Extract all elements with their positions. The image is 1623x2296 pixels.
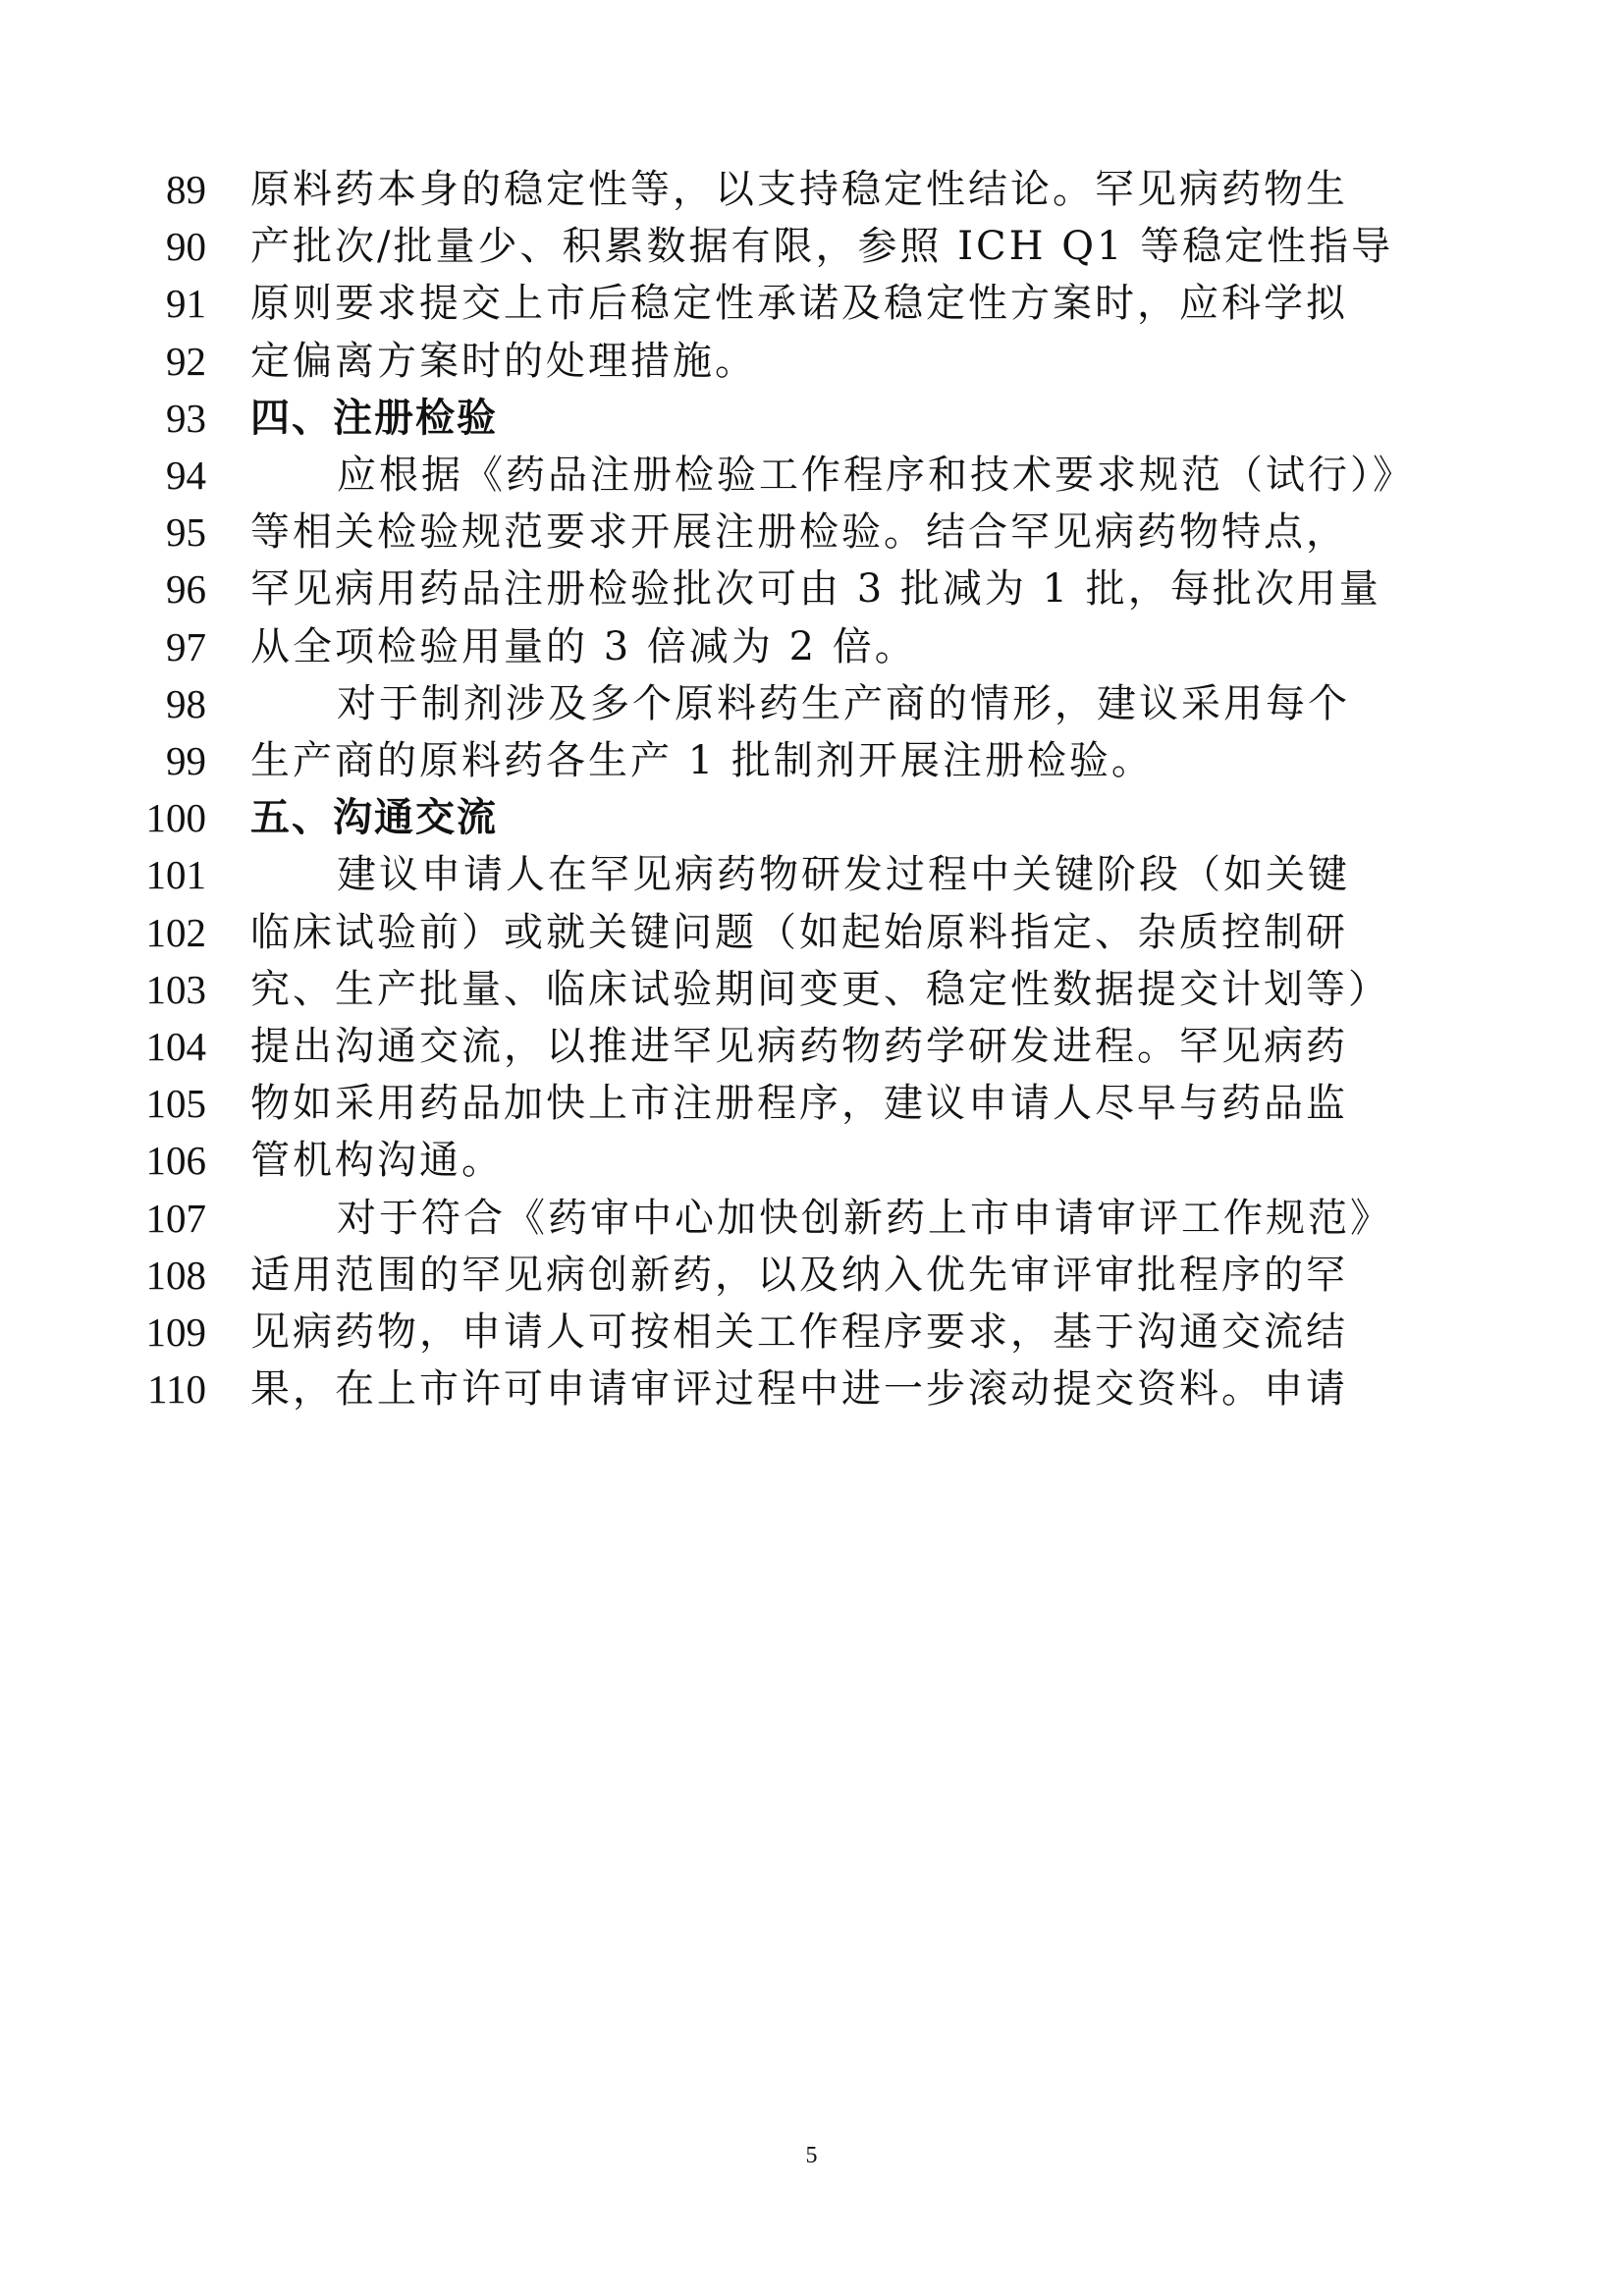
line-text: 产批次/批量少、积累数据有限，参照 ICH Q1 等稳定性指导: [250, 224, 1394, 269]
line-text: 从全项检验用量的 3 倍减为 2 倍。: [250, 624, 917, 669]
line-text: 果，在上市许可申请审评过程中进一步滚动提交资料。申请: [250, 1366, 1348, 1412]
line-text: 对于制剂涉及多个原料药生产商的情形，建议采用每个: [337, 681, 1350, 726]
line-text: 应根据《药品注册检验工作程序和技术要求规范（试行）》: [337, 453, 1415, 498]
line-number: 95: [166, 509, 206, 555]
line-number: 101: [145, 852, 206, 897]
line-text: 物如采用药品加快上市注册程序，建议申请人尽早与药品监: [250, 1081, 1348, 1126]
line-number: 104: [145, 1024, 206, 1069]
section-heading: 四、注册检验: [250, 396, 498, 441]
line-text: 管机构沟通。: [250, 1138, 504, 1183]
line-text: 提出沟通交流，以推进罕见病药物药学研发进程。罕见病药: [250, 1024, 1348, 1069]
section-heading: 五、沟通交流: [250, 795, 498, 840]
line-text: 原则要求提交上市后稳定性承诺及稳定性方案时，应科学拟: [250, 281, 1348, 326]
line-number: 97: [166, 624, 206, 669]
line-text: 原料药本身的稳定性等，以支持稳定性结论。罕见病药物生: [250, 167, 1348, 212]
line-number: 99: [166, 738, 206, 783]
line-number: 100: [145, 795, 206, 840]
line-text: 见病药物，申请人可按相关工作程序要求，基于沟通交流结: [250, 1309, 1348, 1355]
line-number: 90: [166, 224, 206, 269]
line-text: 临床试验前）或就关键问题（如起始原料指定、杂质控制研: [250, 910, 1348, 955]
line-number: 109: [145, 1309, 206, 1355]
line-number: 94: [166, 453, 206, 498]
line-number: 91: [166, 281, 206, 326]
line-text: 生产商的原料药各生产 1 批制剂开展注册检验。: [250, 738, 1154, 783]
line-number: 92: [166, 339, 206, 384]
line-number: 103: [145, 967, 206, 1012]
line-number: 96: [166, 566, 206, 612]
line-number: 89: [166, 167, 206, 212]
line-number: 102: [145, 910, 206, 955]
line-text: 定偏离方案时的处理措施。: [250, 339, 757, 384]
line-text: 等相关检验规范要求开展注册检验。结合罕见病药物特点，: [250, 509, 1348, 555]
line-number: 108: [145, 1253, 206, 1298]
line-text: 对于符合《药审中心加快创新药上市申请审评工作规范》: [337, 1196, 1392, 1241]
line-number: 106: [145, 1138, 206, 1183]
document-line: [0, 1350, 1623, 1428]
page-number: 5: [805, 2143, 818, 2168]
line-number: 98: [166, 681, 206, 726]
line-number: 105: [145, 1081, 206, 1126]
line-text: 罕见病用药品注册检验批次可由 3 批减为 1 批，每批次用量: [250, 566, 1381, 612]
line-text: 建议申请人在罕见病药物研发过程中关键阶段（如关键: [337, 852, 1350, 897]
line-number: 110: [147, 1366, 206, 1412]
line-number: 93: [166, 396, 206, 441]
line-number: 107: [145, 1196, 206, 1241]
line-text: 究、生产批量、临床试验期间变更、稳定性数据提交计划等）: [250, 967, 1390, 1012]
line-text: 适用范围的罕见病创新药，以及纳入优先审评审批程序的罕: [250, 1253, 1348, 1298]
